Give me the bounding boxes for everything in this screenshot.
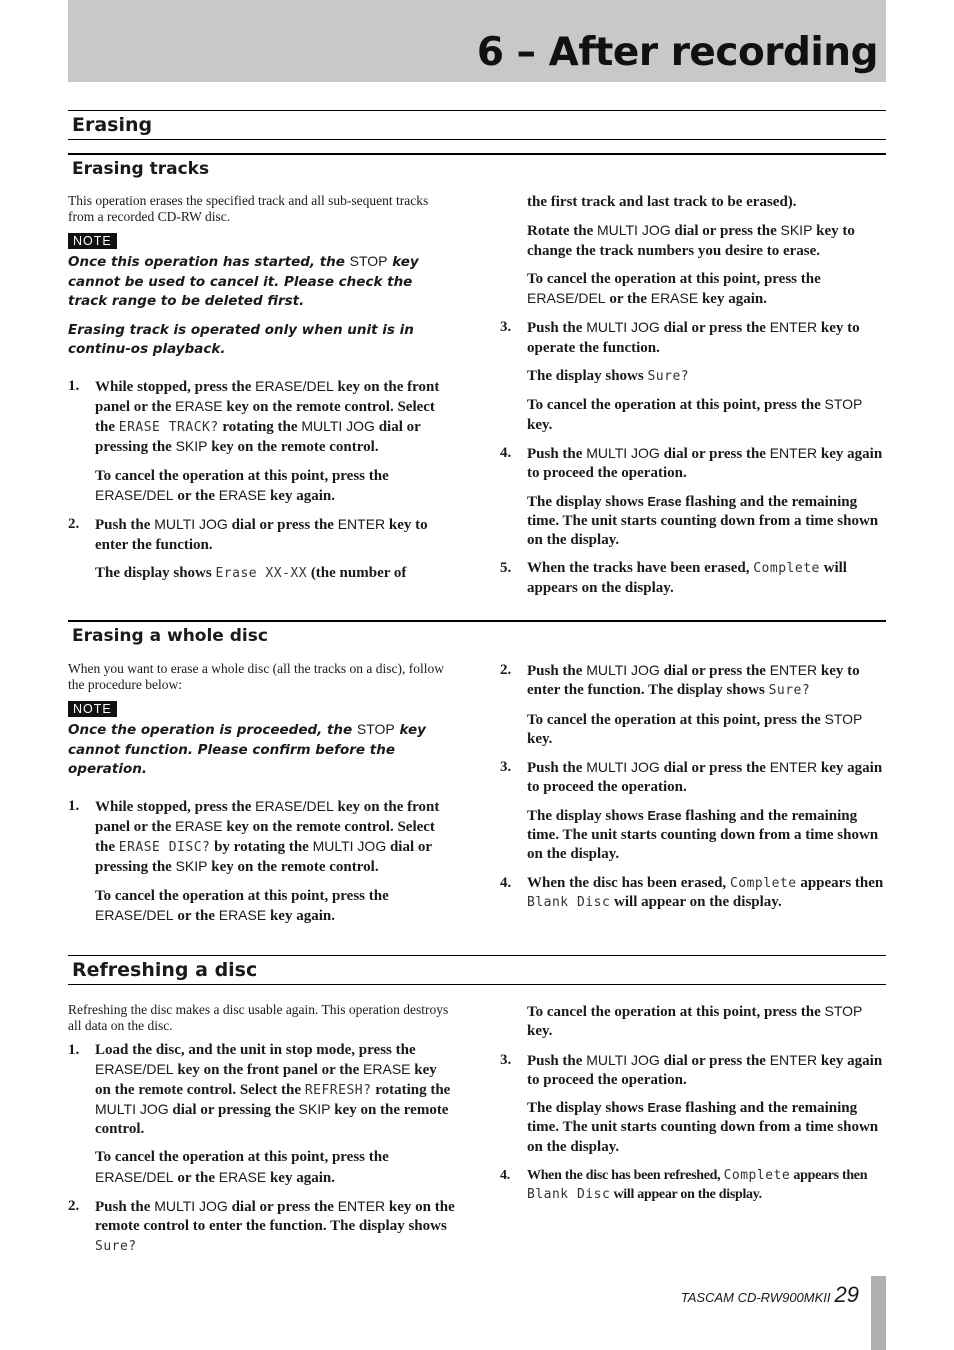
intro-text: Refreshing the disc makes a disc usable again. This operation destroys all data on the disc. [68, 1002, 449, 1033]
step-item: 4. When the disc has been refreshed, Complete appears then Blank Disc will appear on the display. [500, 1168, 868, 1203]
display-text: The display shows Erase flashing and the remaining time. The unit starts counting down from a time shown on the display. [527, 493, 879, 549]
step-item: 2. Push the MULTI JOG dial or press the ENTER key on the remote control to enter the function. The display shows Sure? [68, 1198, 455, 1254]
section-erasing [68, 110, 886, 140]
refresh-left-column [68, 1002, 456, 1265]
display-text: The display shows Erase flashing and the remaining time. The unit starts counting down from a time shown on the display. [527, 1100, 879, 1155]
step-item: 1. While stopped, press the ERASE/DEL key on the front panel or the ERASE key on the remote control. Select the ERASE DISC? by rotating the MULTI JOG dial or pressing the SKIP key on the remote control. [68, 797, 440, 876]
cancel-text: To cancel the operation at this point, press the STOP key. [527, 1003, 863, 1040]
step-item: 1. While stopped, press the ERASE/DEL key on the front panel or the ERASE key on the remote control. Select the ERASE TRACK? rotating the MULTI JOG dial or pressing the SKIP key on the remote control. [68, 377, 440, 456]
rotate-text: Rotate the MULTI JOG dial or press the SKIP key to change the track numbers you desire to erase. [527, 222, 855, 259]
display-text: The display shows Erase XX-XX (the number of [95, 564, 407, 581]
display-text: The display shows Sure? [527, 368, 690, 385]
step-item: 2. Push the MULTI JOG dial or press the ENTER key to enter the function. [68, 516, 428, 553]
note-text: Erasing track is operated only when unit is in continu-os playback. [68, 321, 414, 357]
erasing-tracks-left-column [68, 193, 456, 592]
lcd-readout: ERASE DISC? [118, 840, 211, 856]
subsection-erasing-tracks [68, 153, 886, 183]
lcd-readout: ERASE TRACK? [118, 420, 219, 436]
refresh-right-column [500, 1002, 886, 1214]
lcd-readout: Complete [723, 1168, 791, 1184]
lcd-readout: Blank Disc [527, 894, 611, 910]
intro-text: This operation erases the specified track and all sub-sequent tracks from a recorded CD-RW disc. [68, 193, 429, 224]
cancel-text: To cancel the operation at this point, press the ERASE/DEL or the ERASE key again. [527, 270, 821, 308]
lcd-readout: Sure? [647, 369, 690, 385]
cancel-text: To cancel the operation at this point, press the ERASE/DEL or the ERASE key again. [95, 1149, 389, 1186]
erasing-tracks-right-column [500, 193, 886, 607]
display-text: The display shows Erase flashing and the remaining time. The unit starts counting down from a time shown on the display. [527, 807, 879, 863]
footer-tab-bar [871, 1276, 886, 1350]
subsection-title: Erasing a whole disc [72, 626, 268, 646]
lcd-readout: Sure? [768, 683, 811, 699]
chapter-header-bar [68, 0, 886, 82]
step-item: 3. Push the MULTI JOG dial or press the ENTER key again to proceed the operation. [500, 1051, 883, 1088]
cancel-text: To cancel the operation at this point, press the STOP key. [527, 396, 863, 433]
page-number: 29 [834, 1282, 859, 1307]
chapter-title: 6 – After recording [476, 30, 878, 75]
continued-text: the first track and last track to be erased). [527, 194, 797, 210]
step-item: 5. When the tracks have been erased, Complete will appears on the display. [500, 560, 847, 596]
step-item: 1. Load the disc, and the unit in stop mode, press the ERASE/DEL key on the front panel or the ERASE key on the remote control. Select the REFRESH? rotating the MULTI JOG dial or pressing the SKIP key on the remote control. [68, 1042, 451, 1138]
note-label: NOTE [68, 701, 117, 717]
lcd-readout: Sure? [95, 1238, 137, 1254]
step-item: 3. Push the MULTI JOG dial or press the ENTER key again to proceed the operation. [500, 759, 883, 796]
lcd-readout: Complete [729, 875, 797, 891]
lcd-readout: REFRESH? [304, 1082, 372, 1098]
step-item: 3. Push the MULTI JOG dial or press the ENTER key to operate the function. [500, 319, 860, 356]
cancel-text: To cancel the operation at this point, press the STOP key. [527, 710, 863, 747]
whole-disc-left-column [68, 661, 456, 935]
lcd-readout: Complete [753, 561, 820, 577]
note-label: NOTE [68, 233, 117, 249]
whole-disc-right-column [500, 661, 886, 921]
lcd-readout: Erase XX-XX [215, 565, 308, 581]
step-item: 4. When the disc has been erased, Complete appears then Blank Disc will appear on the display. [500, 874, 884, 910]
page-footer [681, 1282, 859, 1308]
note-text: Once this operation has started, the STOP key cannot be used to cancel it. Please check the track range to be deleted first. [68, 253, 419, 309]
lcd-readout: Blank Disc [527, 1187, 611, 1203]
footer-brand: TASCAM CD-RW900MKII [680, 1290, 831, 1305]
intro-text: When you want to erase a whole disc (all the tracks on a disc), follow the procedure below: [68, 661, 445, 692]
subsection-title: Erasing tracks [72, 159, 210, 179]
cancel-text: To cancel the operation at this point, press the ERASE/DEL or the ERASE key again. [95, 887, 389, 924]
cancel-text: To cancel the operation at this point, press the ERASE/DEL or the ERASE key again. [95, 467, 389, 504]
section-title: Erasing [72, 114, 153, 136]
section-refreshing [68, 955, 886, 985]
subsection-erasing-whole-disc [68, 620, 886, 650]
step-item: 2. Push the MULTI JOG dial or press the ENTER key to enter the function. The display shows Sure? [500, 662, 860, 699]
step-item: 4. Push the MULTI JOG dial or press the ENTER key again to proceed the operation. [500, 444, 883, 482]
note-text: Once the operation is proceeded, the STOP key cannot function. Please confirm before the operation. [68, 721, 426, 777]
section-title: Refreshing a disc [72, 959, 258, 981]
